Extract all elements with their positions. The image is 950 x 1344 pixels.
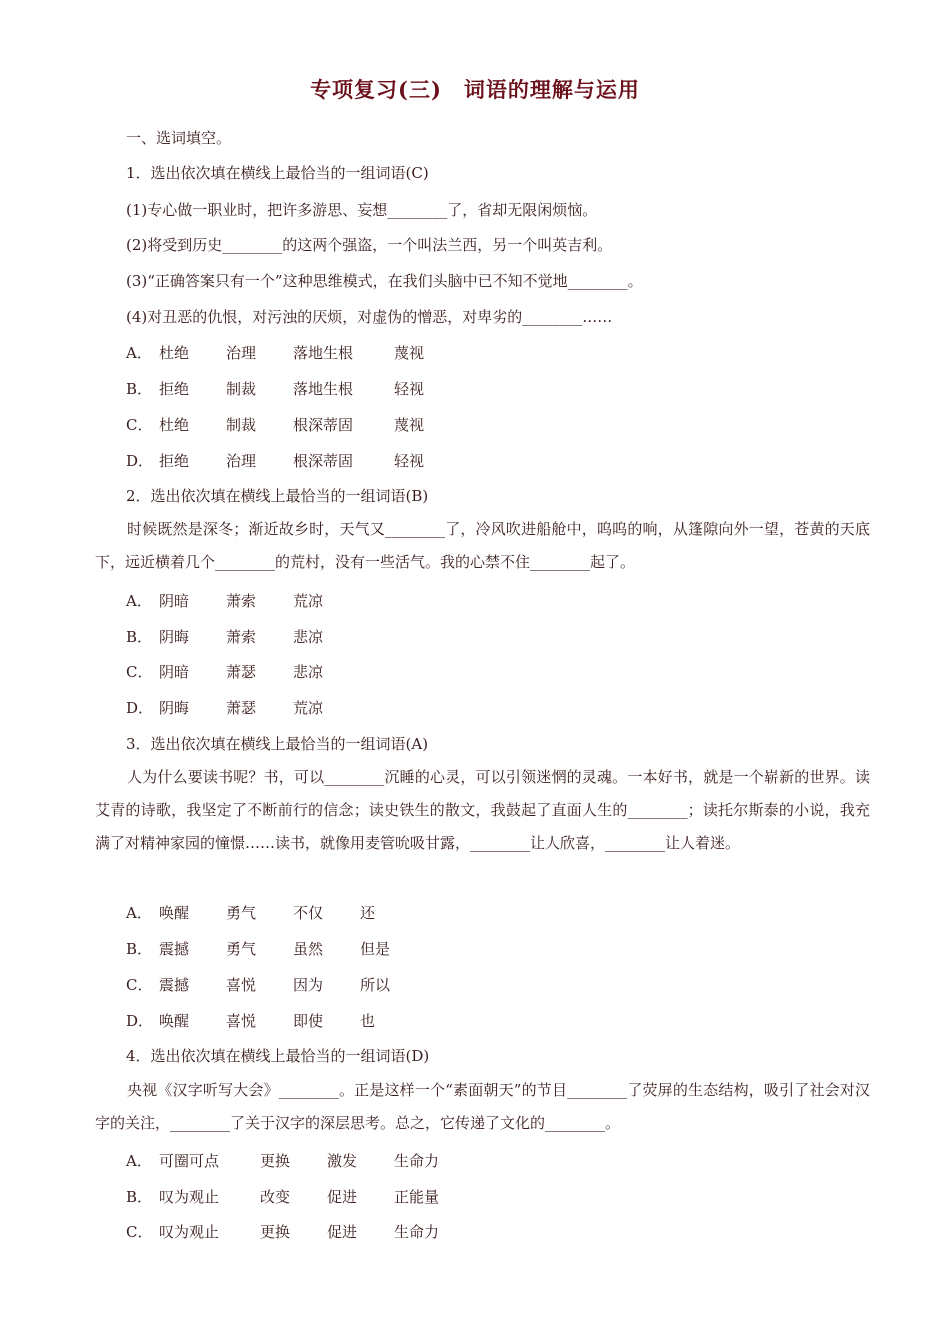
option-word: 震撼	[159, 940, 190, 958]
question-1-option-a[interactable]	[126, 342, 424, 363]
question-2-stem: 2．选出依次填在横线上最恰当的一组词语(B)	[126, 487, 429, 505]
option-word: 可圈可点	[159, 1152, 220, 1170]
option-word: 叹为观止	[159, 1188, 220, 1206]
question-1-item-4: (4)对丑恶的仇恨，对污浊的厌烦，对虚伪的憎恶，对卑劣的________……	[126, 308, 613, 326]
option-word: 促进	[327, 1223, 358, 1241]
option-word: 虽然	[293, 940, 324, 958]
option-word: 阴暗	[159, 663, 190, 681]
page-title: 专项复习(三) 词语的理解与运用	[310, 77, 640, 102]
question-2-option-d[interactable]	[126, 697, 323, 718]
option-letter: D．	[126, 699, 154, 717]
option-word: 叹为观止	[159, 1223, 220, 1241]
option-letter: B．	[126, 380, 153, 398]
option-word: 正能量	[394, 1188, 440, 1206]
option-word: 萧索	[226, 628, 257, 646]
question-1-item-3: (3)“正确答案只有一个”这种思维模式，在我们头脑中已不知不觉地________。	[126, 272, 643, 290]
option-letter: A．	[126, 592, 152, 610]
question-2-option-a[interactable]	[126, 590, 323, 611]
option-word: 悲凉	[293, 663, 324, 681]
question-4-option-c[interactable]	[126, 1221, 439, 1242]
question-2-option-c[interactable]	[126, 661, 323, 682]
option-word: 治理	[226, 452, 257, 470]
option-word: 拒绝	[159, 380, 190, 398]
question-1-item-2: (2)将受到历史________的这两个强盗，一个叫法兰西，另一个叫英吉利。	[126, 236, 613, 254]
option-word: 震撼	[159, 976, 190, 994]
option-letter: C．	[126, 663, 153, 681]
option-word: 阴暗	[159, 592, 190, 610]
option-word: 更换	[260, 1223, 291, 1241]
option-letter: D．	[126, 452, 154, 470]
option-word: 拒绝	[159, 452, 190, 470]
option-letter: A．	[126, 904, 152, 922]
option-word: 治理	[226, 344, 257, 362]
option-word: 也	[360, 1012, 376, 1030]
option-word: 阴晦	[159, 628, 190, 646]
option-letter: C．	[126, 416, 153, 434]
option-letter: C．	[126, 976, 153, 994]
option-word: 唤醒	[159, 1012, 190, 1030]
question-4-option-b[interactable]	[126, 1186, 439, 1207]
option-word: 但是	[360, 940, 391, 958]
option-word: 落地生根	[293, 380, 354, 398]
option-word: 悲凉	[293, 628, 324, 646]
question-3-option-d[interactable]	[126, 1010, 375, 1031]
option-word: 喜悦	[226, 976, 257, 994]
question-1-stem: 1．选出依次填在横线上最恰当的一组词语(C)	[126, 164, 429, 182]
option-letter: A．	[126, 344, 152, 362]
question-1-option-c[interactable]	[126, 414, 424, 435]
question-4-stem: 4．选出依次填在横线上最恰当的一组词语(D)	[126, 1047, 430, 1065]
question-3-stem: 3．选出依次填在横线上最恰当的一组词语(A)	[126, 735, 429, 753]
option-word: 激发	[327, 1152, 358, 1170]
option-word: 轻视	[394, 452, 425, 470]
option-letter: D．	[126, 1012, 154, 1030]
option-word: 根深蒂固	[293, 452, 354, 470]
option-word: 杜绝	[159, 416, 190, 434]
question-2-option-b[interactable]	[126, 626, 323, 647]
option-word: 即使	[293, 1012, 324, 1030]
option-word: 萧索	[226, 592, 257, 610]
option-letter: C．	[126, 1223, 153, 1241]
option-word: 落地生根	[293, 344, 354, 362]
option-letter: A．	[126, 1152, 152, 1170]
question-4-passage: 央视《汉字听写大会》________。正是这样一个“素面朝天”的节目________了荧屏的生态结构，吸引了社会对汉字的关注，________了关于汉字的深层思考。总之，它传递了文化的________。	[95, 1081, 870, 1132]
option-word: 蔑视	[394, 416, 425, 434]
question-3-option-a[interactable]	[126, 902, 375, 923]
option-word: 所以	[360, 976, 391, 994]
option-word: 更换	[260, 1152, 291, 1170]
option-word: 杜绝	[159, 344, 190, 362]
option-word: 改变	[260, 1188, 291, 1206]
option-word: 喜悦	[226, 1012, 257, 1030]
option-word: 唤醒	[159, 904, 190, 922]
option-word: 不仅	[293, 904, 324, 922]
option-word: 根深蒂固	[293, 416, 354, 434]
option-word: 制裁	[226, 380, 257, 398]
option-letter: B．	[126, 940, 153, 958]
question-2-passage: 时候既然是深冬；渐近故乡时，天气又________了，冷风吹进船舱中，呜呜的响，从篷隙向外一望，苍黄的天底下，远近横着几个________的荒村，没有一些活气。我的心禁不住________起了。	[95, 520, 870, 571]
option-word: 荒凉	[293, 699, 324, 717]
option-word: 荒凉	[293, 592, 324, 610]
option-letter: B．	[126, 628, 153, 646]
question-1-option-b[interactable]	[126, 378, 424, 399]
question-3-option-b[interactable]	[126, 938, 390, 959]
option-word: 阴晦	[159, 699, 190, 717]
option-word: 生命力	[394, 1223, 440, 1241]
question-3-option-c[interactable]	[126, 974, 390, 995]
option-word: 制裁	[226, 416, 257, 434]
option-word: 萧瑟	[226, 699, 257, 717]
question-4-option-a[interactable]	[126, 1150, 439, 1171]
option-word: 因为	[293, 976, 324, 994]
option-word: 还	[360, 904, 376, 922]
option-word: 勇气	[226, 940, 257, 958]
question-1-item-1: (1)专心做一职业时，把许多游思、妄想________了，省却无限闲烦恼。	[126, 201, 598, 219]
option-word: 生命力	[394, 1152, 440, 1170]
option-word: 萧瑟	[226, 663, 257, 681]
option-word: 轻视	[394, 380, 425, 398]
section-heading: 一、选词填空。	[126, 129, 232, 147]
option-word: 蔑视	[394, 344, 425, 362]
question-3-passage: 人为什么要读书呢？书，可以________沉睡的心灵，可以引领迷惘的灵魂。一本好书，就是一个崭新的世界。读艾青的诗歌，我坚定了不断前行的信念；读史铁生的散文，我鼓起了直面人生的________；读托尔斯泰的小说，我充满了对精神家园的憧憬……读书，就像用麦管吮吸甘露，________让人欣喜，________让人着迷。	[95, 768, 870, 852]
question-1-option-d[interactable]	[126, 450, 424, 471]
option-word: 勇气	[226, 904, 257, 922]
option-word: 促进	[327, 1188, 358, 1206]
option-letter: B．	[126, 1188, 153, 1206]
